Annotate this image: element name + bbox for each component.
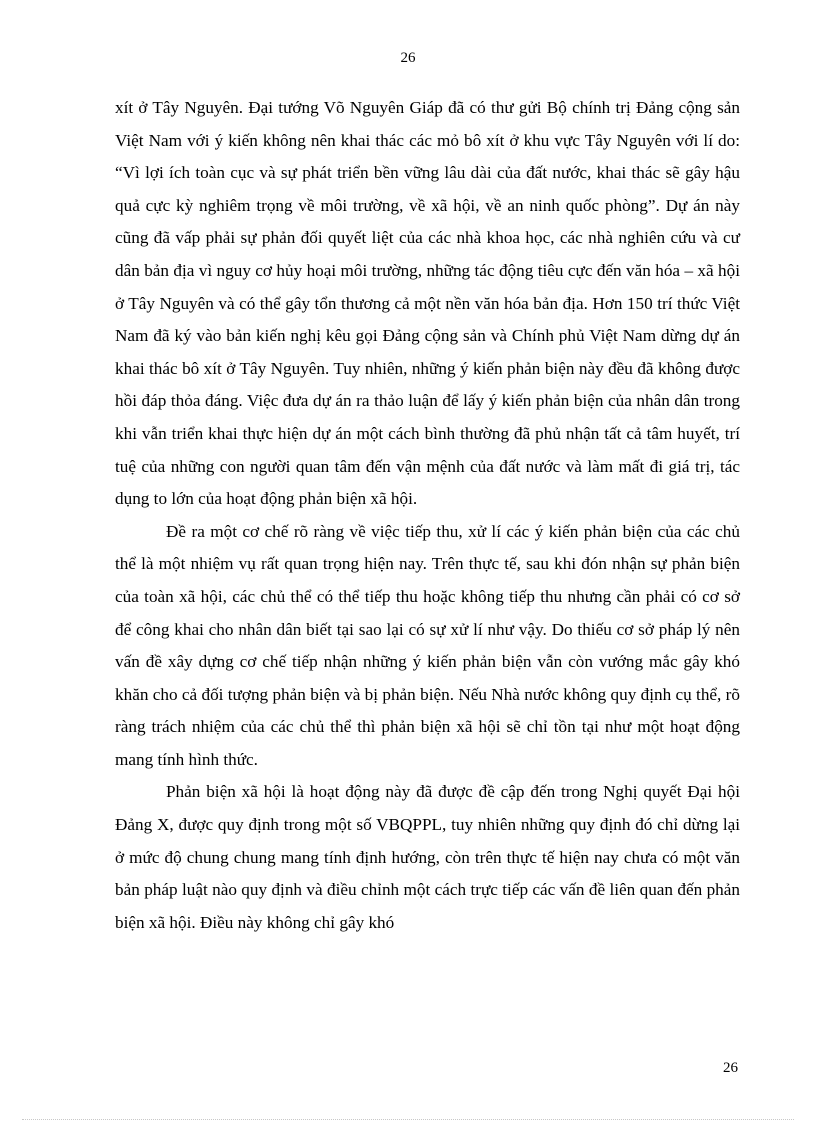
page-bottom-divider — [22, 1119, 794, 1120]
document-body — [115, 92, 740, 939]
page-number-header: 26 — [400, 50, 416, 66]
page-number-footer: 26 — [723, 1060, 738, 1076]
paragraph-bauxite-project: xít ở Tây Nguyên. Đại tướng Võ Nguyên Giáp đã có thư gửi Bộ chính trị Đảng cộng sản Việt Nam với ý kiến không nên khai thác các mỏ bô xít ở khu vực Tây Nguyên với lí do: “Vì lợi ích toàn cục và sự phát triển bền vững lâu dài của đất nước, khai thác sẽ gây hậu quả cực kỳ nghiêm trọng về môi trường, về xã hội, về an ninh quốc phòng”. Dự án này cũng đã vấp phải sự phản đối quyết liệt của các nhà khoa học, các nhà nghiên cứu và cư dân bản địa vì nguy cơ hủy hoại môi trường, những tác động tiêu cực đến văn hóa – xã hội ở Tây Nguyên và có thể gây tổn thương cả một nền văn hóa bản địa. Hơn 150 trí thức Việt Nam đã ký vào bản kiến nghị kêu gọi Đảng cộng sản và Chính phủ Việt Nam dừng dự án khai thác bô xít ở Tây Nguyên. Tuy nhiên, những ý kiến phản biện này đều đã không được hồi đáp thỏa đáng. Việc đưa dự án ra thảo luận để lấy ý kiến phản biện của nhân dân trong khi vẫn triển khai thực hiện dự án một cách bình thường đã phủ nhận tất cả tâm huyết, trí tuệ của những con người quan tâm đến vận mệnh của đất nước và làm mất đi giá trị, tác dụng to lớn của hoạt động phản biện xã hội. — [115, 98, 740, 509]
paragraph-social-criticism-law: Phản biện xã hội là hoạt động này đã được đề cập đến trong Nghị quyết Đại hội Đảng X, được quy định trong một số VBQPPL, tuy nhiên những quy định đó chỉ dừng lại ở mức độ chung chung mang tính định hướng, còn trên thực tế hiện nay chưa có một văn bản pháp luật nào quy định và điều chỉnh một cách trực tiếp các vấn đề liên quan đến phản biện xã hội. Điều này không chỉ gây khó — [115, 782, 740, 932]
paragraph-feedback-mechanism: Đề ra một cơ chế rõ ràng về việc tiếp thu, xử lí các ý kiến phản biện của các chủ thể là một nhiệm vụ rất quan trọng hiện nay. Trên thực tế, sau khi đón nhận sự phản biện của toàn xã hội, các chủ thể có thể tiếp thu hoặc không tiếp thu nhưng cần phải có cơ sở để công khai cho nhân dân biết tại sao lại có sự xử lí như vậy. Do thiếu cơ sở pháp lý nên vấn đề xây dựng cơ chế tiếp nhận những ý kiến phản biện vẫn còn vướng mắc gây khó khăn cho cả đối tượng phản biện và bị phản biện. Nếu Nhà nước không quy định cụ thể, rõ ràng trách nhiệm của các chủ thể thì phản biện xã hội sẽ chỉ tồn tại như một hoạt động mang tính hình thức. — [115, 521, 740, 769]
